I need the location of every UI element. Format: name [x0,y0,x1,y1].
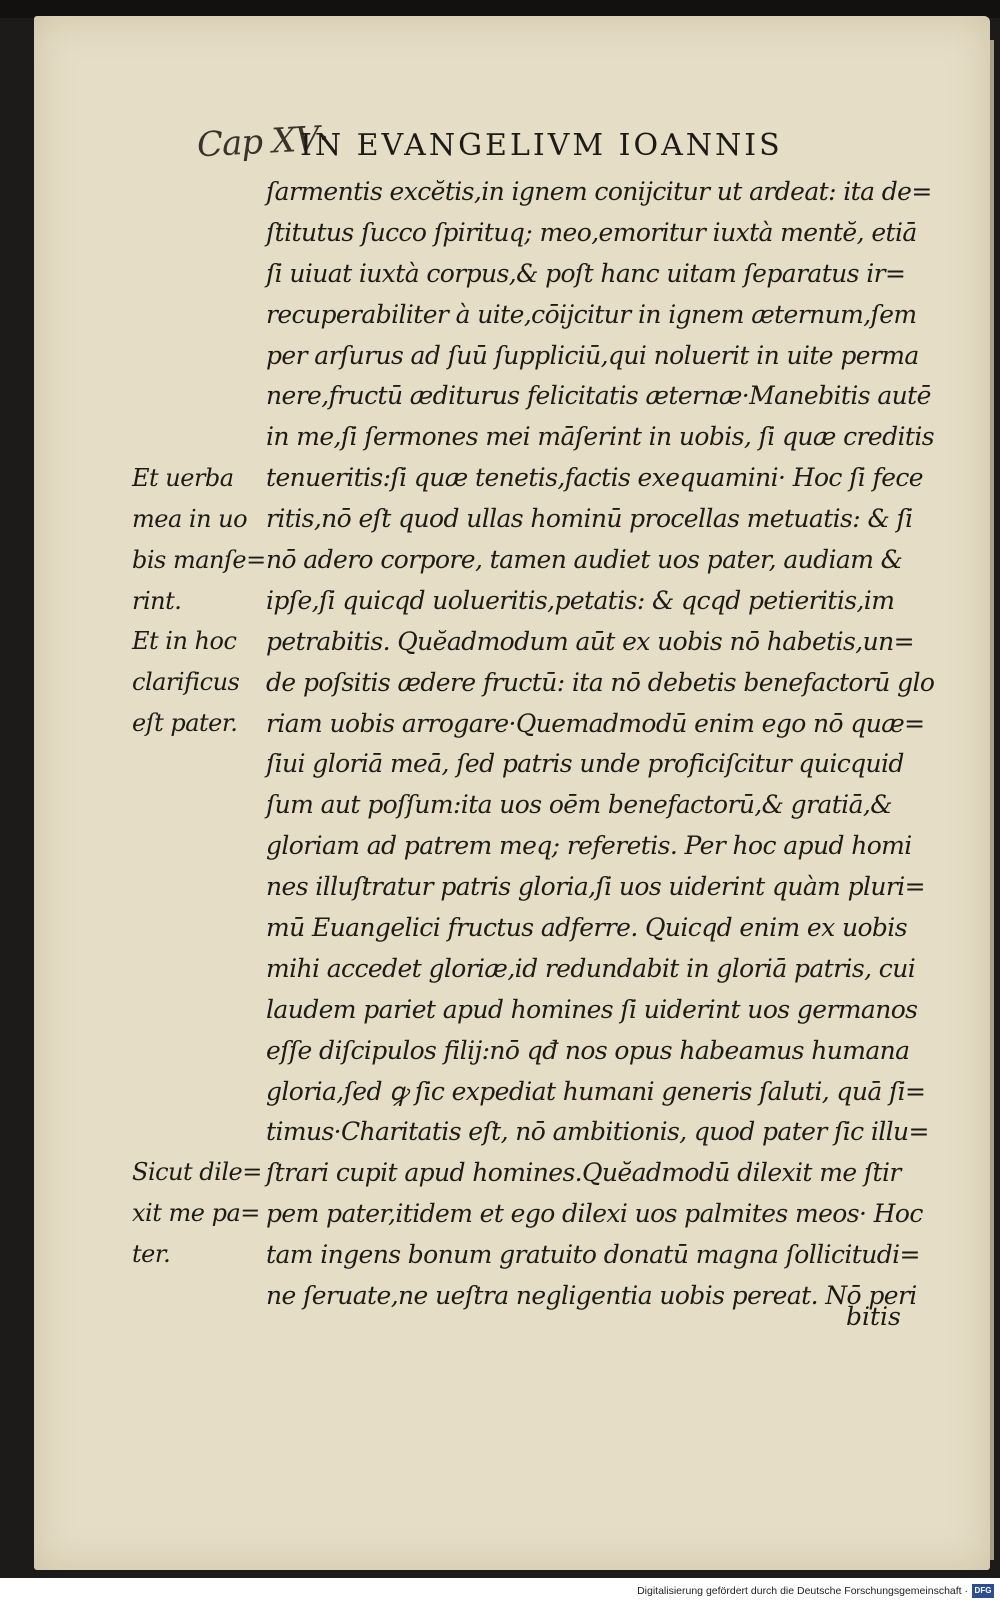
margin-note-line: mea in uo [132,504,248,533]
text-line: nere,fructū æditurus felicitatis æternæ·Manebitis autē [266,381,931,411]
catchword: bitis [846,1302,901,1331]
text-line: ne ſeruate,ne ueſtra negligentia uobis pereat. Nō peri [266,1281,917,1311]
text-line: eſſe diſcipulos filij:nō qđ nos opus habeamus humana [266,1035,910,1065]
footer-bar [0,1578,1000,1606]
text-line: ſtrari cupit apud homines.Quĕadmodū dilexit me ſtir [266,1158,901,1188]
margin-note-2 [132,621,239,744]
text-line: gloria,ſed ꝙ ſic expediat humani generis ſaluti, quā ſi= [266,1076,926,1106]
text-line: mihi accedet gloriæ,id redundabit in gloriā patris, cui [266,953,916,983]
margin-note-line: Et in hoc [132,627,237,655]
text-line: de poſsitis ædere fructū: ita nō debetis benefactorū glo [266,667,935,697]
text-line: pem pater,itidem et ego dilexi uos palmites meos· Hoc [266,1199,923,1229]
text-line: ſarmentis excĕtis,in ignem conijcitur ut ardeat: ita de= [266,177,932,206]
text-line: ſtitutus ſucco ſpirituq; meo,emoritur iuxtà mentĕ, etiā [266,217,917,247]
text-line: recuperabiliter à uite,cōijcitur in ignem æternum,ſem [266,299,917,329]
text-line: timus·Charitatis eſt, nō ambitionis, quod pater ſic illu= [266,1117,929,1147]
text-line: nō adero corpore, tamen audiet uos pater, audiam & [266,545,903,575]
text-line: mū Euangelici fructus adferre. Quicqd enim ex uobis [266,913,907,943]
text-line: ſiui gloriā meā, ſed patris unde proficiſcitur quicquid [266,749,904,779]
running-head: IN EVANGELIVM IOANNIS [300,128,783,163]
margin-note-line: eſt pater. [132,708,238,737]
margin-note-line: ter. [132,1239,171,1268]
margin-note-line: Et uerba [132,464,234,492]
margin-note-line: rint. [132,586,182,615]
margin-note-3 [132,1152,262,1275]
text-line: ſi uiuat iuxtà corpus,& poſt hanc uitam ſeparatus ir= [266,258,906,288]
text-line: in me,ſi ſermones mei māſerint in uobis, ſi quæ creditis [266,422,934,452]
text-line: petrabitis. Quĕadmodum aūt ex uobis nō habetis,un= [266,626,914,656]
text-line: ſum aut poſſum:ita uos oēm benefactorū,& gratiā,& [266,790,892,820]
dfg-logo[interactable]: DFG [972,1584,994,1598]
text-line: tam ingens bonum gratuito donatū magna ſollicitudi= [266,1240,920,1270]
margin-note-line: Sicut dile= [132,1158,262,1186]
main-text-block [266,172,946,1317]
text-line: nes illuſtratur patris gloria,ſi uos uiderint quàm pluri= [266,872,926,902]
digitization-credit: Digitalisierung gefördert durch die Deutsche Forschungsgemeinschaft · [637,1585,968,1597]
margin-note-1 [132,458,266,622]
handwritten-chapter-note: Cap XV· [196,118,330,166]
margin-note-line: clarificus [132,667,240,696]
text-line: ipſe,ſi quicqd uolueritis,petatis: & qcqd petieritis,im [266,585,895,615]
text-line: gloriam ad patrem meq; referetis. Per hoc apud homi [266,831,912,861]
text-line: tenueritis:ſi quæ tenetis,factis exequamini· Hoc ſi fece [266,463,923,493]
text-line: per arſurus ad ſuū ſuppliciū,qui noluerit in uite perma [266,340,919,370]
margin-note-line: bis manſe= [132,545,266,574]
text-line: ritis,nō eſt quod ullas hominū procellas metuatis: & ſi [266,504,913,534]
text-line: riam uobis arrogare·Quemadmodū enim ego nō quæ= [266,708,925,738]
text-line: laudem pariet apud homines ſi uiderint uos germanos [266,994,918,1024]
margin-note-line: xit me pa= [132,1198,260,1227]
